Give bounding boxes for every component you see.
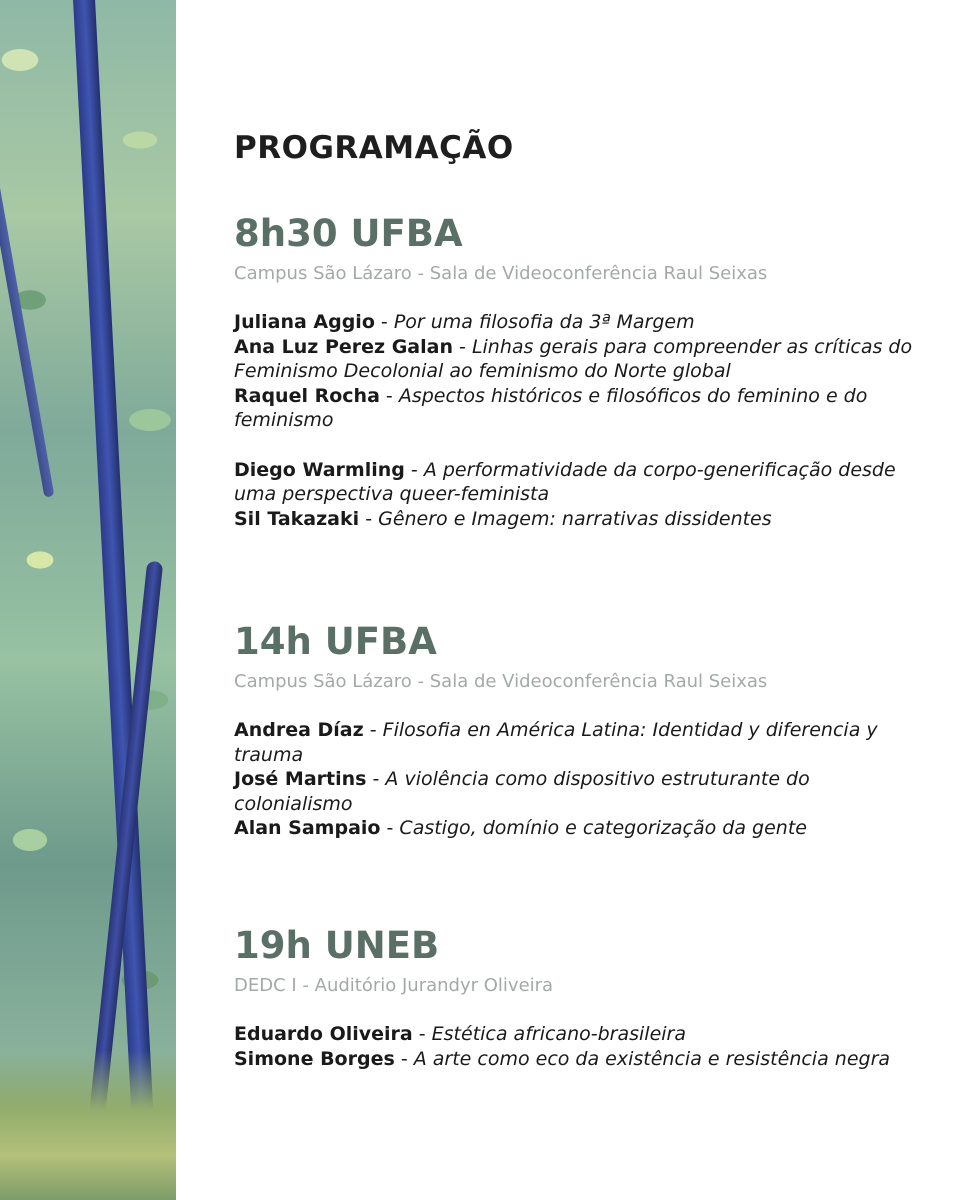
talk-title: Linhas gerais para compreender as críticas do Feminismo Decolonial ao feminismo do Norte global (234, 335, 913, 382)
talk-item: Alan Sampaio - Castigo, domínio e categorização da gente (234, 817, 807, 839)
tree-trunk (0, 82, 54, 497)
talk-speaker: Simone Borges (234, 1047, 395, 1070)
talk-title: Gênero e Imagem: narrativas dissidentes (378, 507, 772, 530)
session-morning (234, 212, 924, 531)
talk-item: Raquel Rocha - Aspectos históricos e filosóficos do feminino e do feminismo (234, 384, 868, 431)
session-time: 19h UNEB (234, 924, 440, 967)
session-time: 8h30 UFBA (234, 212, 463, 255)
talk-title: Castigo, domínio e categorização da gente (399, 817, 807, 839)
talk-item: Juliana Aggio - Por uma filosofia da 3ª Margem (234, 311, 695, 333)
talk-item: Sil Takazaki - Gênero e Imagem: narrativas dissidentes (234, 507, 772, 530)
talk-title: Filosofia en América Latina: Identidad y diferencia y trauma (234, 719, 878, 766)
talk-speaker: Andrea Díaz (234, 719, 364, 741)
talk-title: A violência como dispositivo estruturante do colonialismo (234, 768, 810, 815)
talk-speaker: Alan Sampaio (234, 817, 381, 839)
talk-speaker: Ana Luz Perez Galan (234, 335, 453, 358)
talk-speaker: Raquel Rocha (234, 384, 380, 407)
talk-title: A performatividade da corpo-generificação desde uma perspectiva queer-feminista (234, 458, 896, 505)
talk-title: A arte como eco da existência e resistência negra (413, 1047, 891, 1070)
painting-panel (0, 0, 176, 1200)
talk-speaker: José Martins (234, 768, 367, 790)
talk-item: Andrea Díaz - Filosofia en América Latina: Identidad y diferencia y trauma (234, 719, 878, 766)
talk-list (234, 310, 924, 531)
talk-item: José Martins - A violência como dispositivo estruturante do colonialismo (234, 768, 810, 815)
talk-title: Por uma filosofia da 3ª Margem (393, 311, 695, 333)
program-content (234, 126, 924, 1070)
talk-title: Estética africano-brasileira (431, 1023, 686, 1045)
talk-list (234, 1022, 924, 1071)
talk-speaker: Sil Takazaki (234, 507, 360, 530)
session-venue: DEDC I - Auditório Jurandyr Oliveira (234, 975, 554, 996)
talk-item: Eduardo Oliveira - Estética africano-brasileira (234, 1023, 686, 1045)
session-evening (234, 924, 924, 1071)
session-afternoon (234, 620, 924, 841)
talk-title: Aspectos históricos e filosóficos do feminino e do feminismo (234, 384, 868, 431)
page-title: PROGRAMAÇÃO (234, 130, 514, 166)
talk-list (234, 718, 924, 841)
talk-group-spacer (234, 433, 924, 458)
talk-speaker: Diego Warmling (234, 458, 405, 481)
talk-item: Diego Warmling - A performatividade da corpo-generificação desde uma perspectiva queer-feminista (234, 458, 896, 505)
session-venue: Campus São Lázaro - Sala de Videoconferência Raul Seixas (234, 263, 768, 284)
talk-item: Simone Borges - A arte como eco da existência e resistência negra (234, 1047, 891, 1070)
talk-speaker: Juliana Aggio (234, 311, 375, 333)
session-venue: Campus São Lázaro - Sala de Videoconferência Raul Seixas (234, 671, 768, 692)
painted-ground (0, 1050, 176, 1200)
session-time: 14h UFBA (234, 620, 437, 663)
talk-speaker: Eduardo Oliveira (234, 1023, 413, 1045)
talk-item: Ana Luz Perez Galan - Linhas gerais para compreender as críticas do Feminismo Decolonial ao feminismo do Norte global (234, 335, 913, 382)
